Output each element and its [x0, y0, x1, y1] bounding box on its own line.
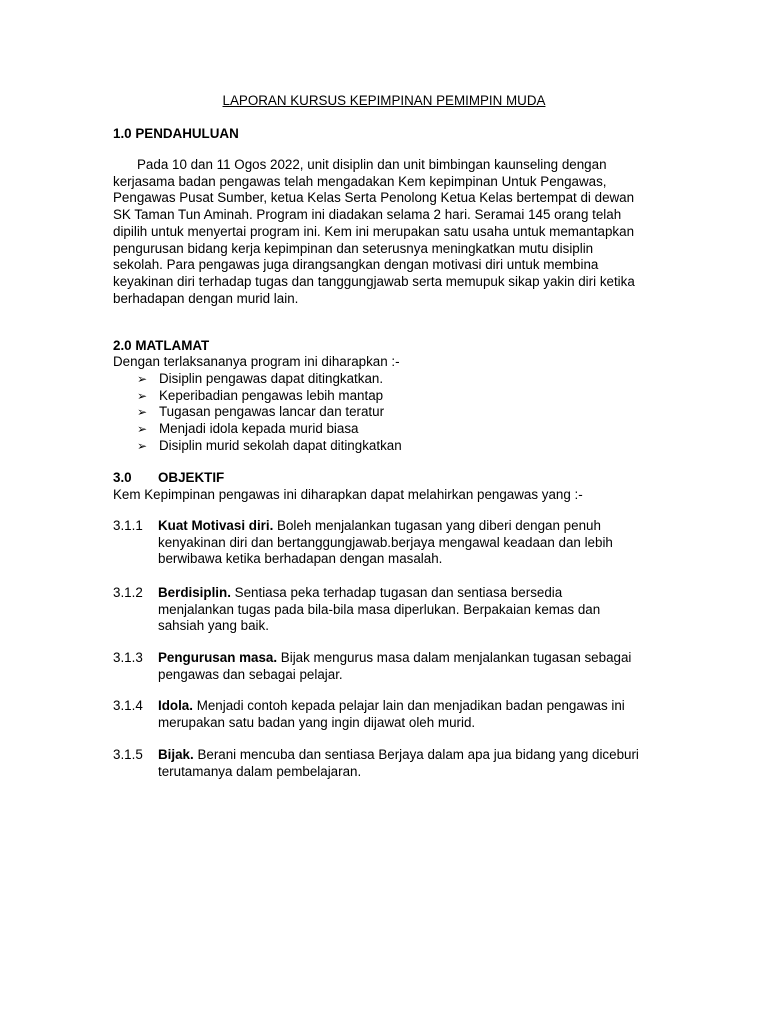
document-title: LAPORAN KURSUS KEPIMPINAN PEMIMPIN MUDA: [222, 93, 546, 108]
item-text-line: sahsiah yang baik.: [158, 618, 269, 634]
item-number: 3.1.2: [113, 585, 143, 600]
item-keyword: Pengurusan masa.: [158, 650, 278, 665]
paragraph-line: sekolah. Para pengawas juga dirangsangkan dengan motivasi diri untuk membina: [113, 257, 599, 273]
paragraph-line: keyakinan diri terhadap tugas dan tanggungjawab serta memupuk sikap yakin diri ketika: [113, 273, 635, 289]
section-1-heading: 1.0 PENDAHULUAN: [113, 126, 239, 141]
matlamat-bullet-list: [137, 371, 402, 454]
section-1-paragraph: [113, 157, 673, 307]
paragraph-line: dipilih untuk menyertai program ini. Kem ini merupakan satu usaha untuk memantapkan: [113, 223, 635, 239]
list-item: ➢ Disiplin murid sekolah dapat ditingkatkan: [137, 437, 402, 453]
arrow-bullet-icon: ➢: [137, 438, 148, 453]
item-keyword: Kuat Motivasi diri.: [158, 518, 274, 533]
item-number: 3.1.5: [113, 747, 143, 762]
list-item: ➢ Keperibadian pengawas lebih mantap: [137, 387, 384, 403]
item-text-line: menjalankan tugas pada bila-bila masa diperlukan. Berpakaian kemas dan: [158, 601, 601, 617]
list-item: ➢ Disiplin pengawas dapat ditingkatkan.: [137, 371, 384, 386]
item-text-line: merupakan satu badan yang ingin dijawat oleh murid.: [158, 714, 476, 730]
item-number: 3.1.3: [113, 650, 143, 665]
item-keyword: Idola.: [158, 698, 193, 713]
item-text-line: pengawas dan sebagai pelajar.: [158, 666, 343, 682]
section-number: 3.0: [113, 470, 132, 485]
item-text: Sentiasa peka terhadap tugasan dan sentiasa bersedia: [230, 585, 563, 600]
paragraph-line: kerjasama badan pengawas telah mengadakan Kem kepimpinan Untuk Pengawas,: [113, 173, 607, 189]
paragraph-line: pengurusan bidang kerja kepimpinan dan seterusnya meningkatkan mutu disiplin: [113, 240, 594, 256]
item-keyword: Berdisiplin.: [158, 585, 231, 600]
arrow-bullet-icon: ➢: [137, 422, 148, 437]
paragraph-line: Pada 10 dan 11 Ogos 2022, unit disiplin dan unit bimbingan kaunseling dengan: [137, 157, 607, 172]
item-text: Bijak mengurus masa dalam menjalankan tugasan sebagai: [277, 650, 632, 665]
arrow-bullet-icon: ➢: [137, 372, 148, 386]
list-item: ➢ Menjadi idola kepada murid biasa: [137, 421, 359, 437]
section-3-intro: Kem Kepimpinan pengawas ini diharapkan dapat melahirkan pengawas yang :-: [113, 487, 583, 502]
paragraph-line: Pengawas Pusat Sumber, ketua Kelas Serta Penolong Ketua Kelas bertempat di dewan: [113, 190, 635, 206]
paragraph-line: berhadapan dengan murid lain.: [113, 290, 299, 306]
item-number: 3.1.4: [113, 698, 143, 713]
item-text-line: kenyakinan diri dan bertanggungjawab.berjaya mengawal keadaan dan lebih: [158, 534, 613, 550]
paragraph-line: SK Taman Tun Aminah. Program ini diadakan selama 2 hari. Seramai 145 orang telah: [113, 207, 622, 223]
list-item: ➢ Tugasan pengawas lancar dan teratur: [137, 404, 385, 420]
item-text: Berani mencuba dan sentiasa Berjaya dalam apa jua bidang yang diceburi: [193, 747, 639, 762]
item-text-line: terutamanya dalam pembelajaran.: [158, 763, 362, 779]
item-number: 3.1.1: [113, 518, 143, 533]
section-label: OBJEKTIF: [158, 470, 225, 485]
item-keyword: Bijak.: [158, 747, 194, 762]
item-text: Menjadi contoh kepada pelajar lain dan menjadikan badan pengawas ini: [192, 698, 625, 713]
section-2-intro: Dengan terlaksananya program ini diharapkan :-: [113, 354, 400, 369]
arrow-bullet-icon: ➢: [137, 405, 148, 420]
section-2-heading: 2.0 MATLAMAT: [113, 338, 210, 353]
arrow-bullet-icon: ➢: [137, 388, 148, 403]
item-text: Boleh menjalankan tugasan yang diberi dengan penuh: [273, 518, 601, 533]
item-text-line: berwibawa ketika berhadapan dengan masalah.: [158, 551, 443, 567]
